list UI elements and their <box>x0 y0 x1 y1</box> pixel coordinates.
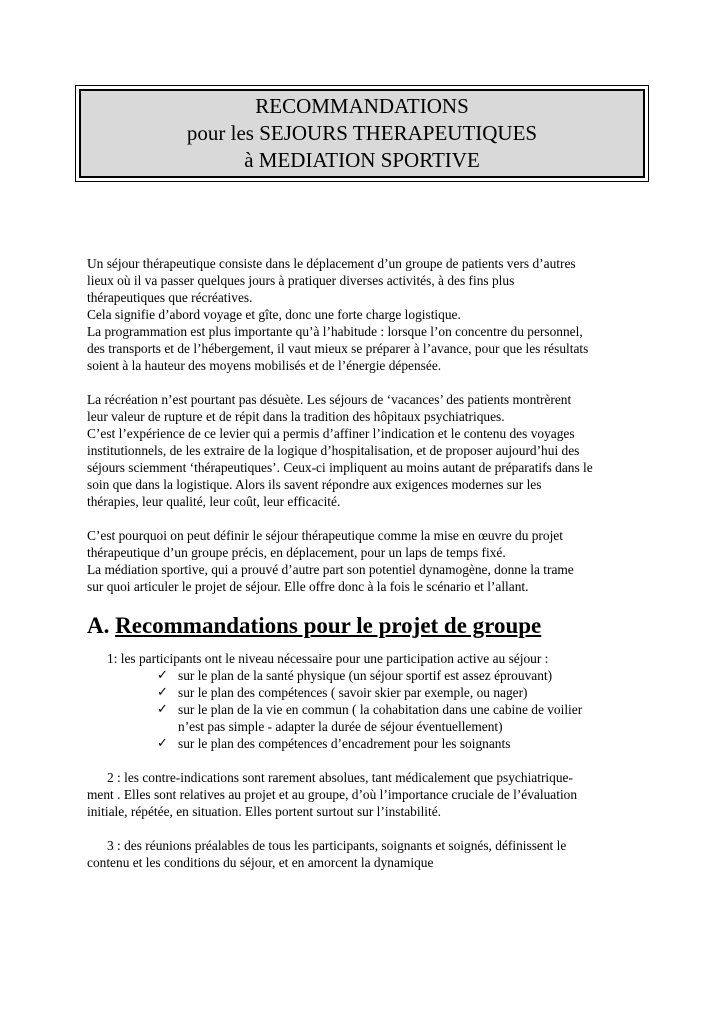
text-line: séjours sciemment ‘thérapeutiques’. Ceux-ci impliquent au moins autant de préparatifs dans le <box>87 460 593 475</box>
check-mark-icon: ✓ <box>157 736 168 751</box>
text-line: contenu et les conditions du séjour, et en amorcent la dynamique <box>87 855 434 870</box>
text-line: des transports et de l’hébergement, il vaut mieux se préparer à l’avance, pour que les résultats <box>87 341 589 356</box>
text-line: lieux où il va passer quelques jours à pratiquer diverses activités, à des fins plus <box>87 273 515 288</box>
text-line: soin que dans la logistique. Alors ils savent répondre aux exigences modernes sur les <box>87 477 542 492</box>
checklist-item <box>157 684 647 701</box>
text-line: sur quoi articuler le projet de séjour. Elle offre donc à la fois le scénario et l’allant. <box>87 579 529 594</box>
check-mark-icon: ✓ <box>157 668 168 683</box>
check-mark-icon: ✓ <box>157 685 168 700</box>
intro-paragraph-2 <box>87 391 647 510</box>
text-line: ment . Elles sont relatives au projet et au groupe, d’où l’importance cruciale de l’évaluation <box>87 787 578 802</box>
intro-paragraph-1 <box>87 255 647 374</box>
document-title <box>79 89 645 178</box>
recommendation-item-2 <box>87 769 647 820</box>
check-mark-icon: ✓ <box>157 702 168 717</box>
intro-paragraph-3 <box>87 527 647 595</box>
text-line: n’est pas simple - adapter la durée de séjour éventuellement) <box>178 719 503 734</box>
checklist-item <box>157 667 647 684</box>
section-letter: A. <box>87 613 110 638</box>
text-line: 2 : les contre-indications sont rarement absolues, tant médicalement que psychiatrique- <box>107 770 573 785</box>
text-line: C’est l’expérience de ce levier qui a permis d’affiner l’indication et le contenu des voyages <box>87 426 575 441</box>
text-line: 3 : des réunions préalables de tous les participants, soignants et soignés, définissent le <box>107 838 567 853</box>
checklist-item <box>157 735 647 752</box>
title-line-2: pour les SEJOURS THERAPEUTIQUES <box>186 121 538 145</box>
section-title: Recommandations pour le projet de groupe <box>115 613 542 638</box>
recommendation-item-1 <box>87 650 647 752</box>
text-line: thérapeutique d’un groupe précis, en déplacement, pour un laps de temps fixé. <box>87 545 506 560</box>
title-line-1: RECOMMANDATIONS <box>255 94 469 118</box>
text-line: initiale, répétée, en situation. Elles portent surtout sur l’instabilité. <box>87 804 442 819</box>
item-lead: 1: les participants ont le niveau nécessaire pour une participation active au séjour : <box>107 651 549 666</box>
text-line: sur le plan des compétences ( savoir skier par exemple, ou nager) <box>178 685 528 700</box>
checklist <box>87 667 647 752</box>
title-box <box>75 85 649 182</box>
text-line: La récréation n’est pourtant pas désuète. Les séjours de ‘vacances’ des patients montrèrent <box>87 392 572 407</box>
text-line: C’est pourquoi on peut définir le séjour thérapeutique comme la mise en œuvre du projet <box>87 528 563 543</box>
text-line: Un séjour thérapeutique consiste dans le déplacement d’un groupe de patients vers d’autres <box>87 256 576 271</box>
text-line: Cela signifie d’abord voyage et gîte, donc une forte charge logistique. <box>87 307 461 322</box>
text-line: thérapeutiques que récréatives. <box>87 290 253 305</box>
checklist-item <box>157 701 647 735</box>
text-line: institutionnels, de les extraire de la logique d’hospitalisation, et de proposer aujourd’hui des <box>87 443 580 458</box>
recommendation-item-3 <box>87 837 647 871</box>
text-line: leur valeur de rupture et de répit dans la tradition des hôpitaux psychiatriques. <box>87 409 505 424</box>
text-line: thérapies, leur qualité, leur coût, leur efficacité. <box>87 494 341 509</box>
text-line: sur le plan de la santé physique (un séjour sportif est assez éprouvant) <box>178 668 553 683</box>
text-line: La médiation sportive, qui a prouvé d’autre part son potentiel dynamogène, donne la trame <box>87 562 574 577</box>
text-line: sur le plan des compétences d’encadrement pour les soignants <box>178 736 511 751</box>
title-line-3: à MEDIATION SPORTIVE <box>244 148 480 172</box>
text-line: La programmation est plus importante qu’à l’habitude : lorsque l’on concentre du personnel, <box>87 324 583 339</box>
text-line: soient à la hauteur des moyens mobilisés et de l’énergie dépensée. <box>87 358 442 373</box>
section-a-heading <box>87 612 647 640</box>
text-line: sur le plan de la vie en commun ( la cohabitation dans une cabine de voilier <box>178 702 583 717</box>
document-body <box>87 255 647 888</box>
